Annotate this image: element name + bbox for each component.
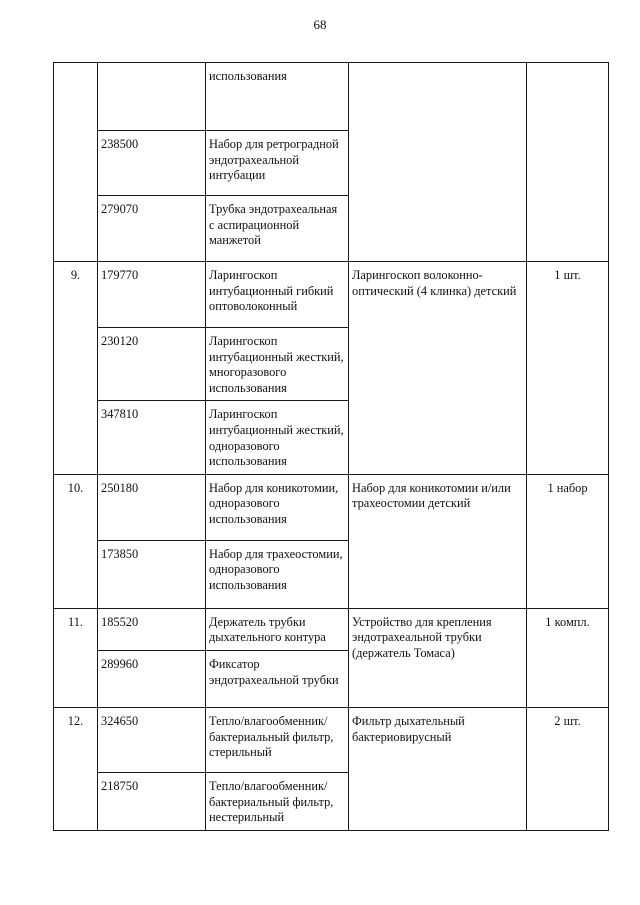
item-description: Набор для коникотомии, одноразового использования (206, 474, 349, 540)
item-description: Ларингоскоп интубационный гибкий оптоволоконный (206, 262, 349, 328)
item-number: 11. (54, 608, 98, 707)
item-code: 347810 (98, 401, 206, 474)
item-code: 185520 (98, 608, 206, 650)
item-code (98, 63, 206, 131)
quantity: 1 набор (527, 474, 609, 608)
item-code: 289960 (98, 650, 206, 707)
item-code: 218750 (98, 772, 206, 830)
item-description: Тепло/влагообменник/бактериальный фильтр, нестерильный (206, 772, 349, 830)
item-description: Ларингоскоп интубационный жесткий, одноразового использования (206, 401, 349, 474)
equipment-name: Ларингоскоп волоконно-оптический (4 клинка) детский (349, 262, 527, 475)
equipment-table (53, 62, 609, 831)
item-code: 230120 (98, 328, 206, 401)
quantity: 1 шт. (527, 262, 609, 475)
item-number: 12. (54, 707, 98, 830)
table-row (54, 262, 609, 328)
equipment-name: Фильтр дыхательный бактериовирусный (349, 707, 527, 830)
quantity (527, 63, 609, 262)
item-number: 10. (54, 474, 98, 608)
item-code: 250180 (98, 474, 206, 540)
item-description: Ларингоскоп интубационный жесткий, многоразового использования (206, 328, 349, 401)
item-description: Держатель трубки дыхательного контура (206, 608, 349, 650)
item-number (54, 63, 98, 262)
item-code: 279070 (98, 196, 206, 262)
item-description: Трубка эндотрахеальная с аспирационной манжетой (206, 196, 349, 262)
item-number: 9. (54, 262, 98, 475)
equipment-name (349, 63, 527, 262)
table-row (54, 63, 609, 131)
table-row (54, 474, 609, 540)
table-row (54, 608, 609, 650)
item-description: Тепло/влагообменник/бактериальный фильтр, стерильный (206, 707, 349, 772)
equipment-name: Устройство для крепления эндотрахеальной трубки (держатель Томаса) (349, 608, 527, 707)
item-description: Набор для трахеостомии, одноразового использования (206, 540, 349, 608)
item-description: использования (206, 63, 349, 131)
item-code: 238500 (98, 131, 206, 196)
item-description: Фиксатор эндотрахеальной трубки (206, 650, 349, 707)
item-code: 179770 (98, 262, 206, 328)
page-number: 68 (313, 17, 327, 32)
equipment-name: Набор для коникотомии и/или трахеостомии детский (349, 474, 527, 608)
table-row (54, 707, 609, 772)
item-description: Набор для ретроградной эндотрахеальной интубации (206, 131, 349, 196)
quantity: 2 шт. (527, 707, 609, 830)
item-code: 324650 (98, 707, 206, 772)
quantity: 1 компл. (527, 608, 609, 707)
item-code: 173850 (98, 540, 206, 608)
